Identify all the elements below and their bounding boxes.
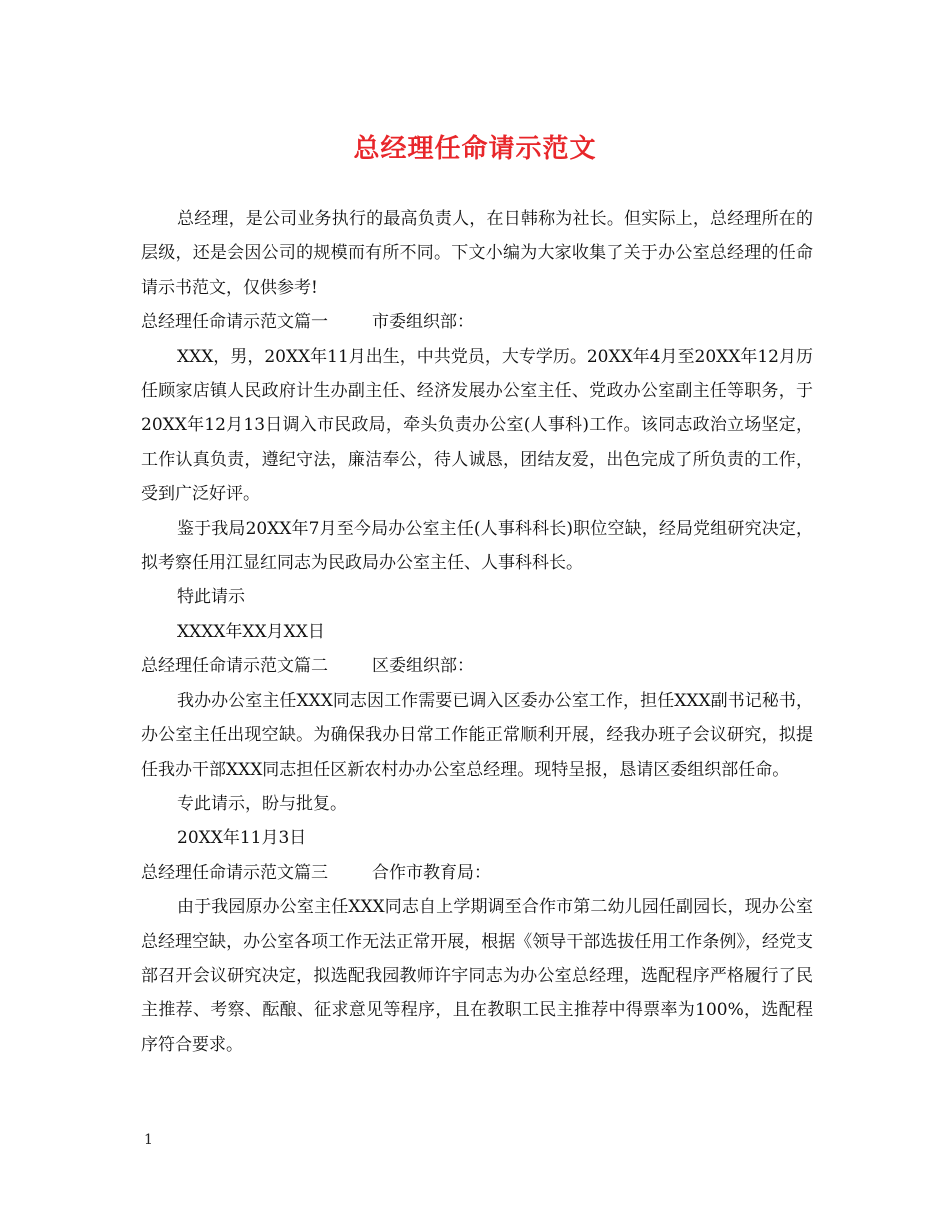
section-addressee: 市委组织部： [372, 312, 474, 333]
intro-paragraph: 总经理，是公司业务执行的最高负责人，在日韩称为社长。但实际上，总经理所在的层级，还是会因公司的规模而有所不同。下文小编为大家收集了关于办公室总经理的任命请示书范文，仅供参考! [141, 209, 813, 298]
section-heading-3 [141, 856, 813, 890]
section-2-paragraph: 我办办公室主任XXX同志因工作需要已调入区委办公室工作，担任XXX副书记秘书，办公室主任出现空缺。为确保我办日常工作能正常顺利开展，经我办班子会议研究，拟提任我办干部XXX同志担任区新农村办办公室总经理。现特呈报，恳请区委组织部任命。 [141, 690, 813, 780]
document-title: 总经理任命请示范文 [353, 134, 597, 164]
section-title: 总经理任命请示范文篇一 [141, 312, 328, 333]
section-title: 总经理任命请示范文篇三 [141, 862, 328, 883]
section-addressee: 区委组织部： [372, 656, 474, 677]
section-2-date: 20XX年11月3日 [177, 828, 307, 849]
section-1-closing: 特此请示 [177, 587, 245, 608]
section-title: 总经理任命请示范文篇二 [141, 656, 328, 677]
section-1-paragraph: XXX，男，20XX年11月出生，中共党员，大专学历。20XX年4月至20XX年12月历任顾家店镇人民政府计生办副主任、经济发展办公室主任、党政办公室副主任等职务，于20XX年12月13日调入市民政局，牵头负责办公室(人事科)工作。该同志政治立场坚定，工作认真负责，遵纪守法，廉洁奉公，待人诚恳，团结友爱，出色完成了所负责的工作，受到广泛好评。 [141, 346, 813, 505]
section-heading-1 [141, 305, 813, 339]
section-1-date: XXXX年XX月XX日 [177, 621, 325, 642]
section-1-paragraph: 鉴于我局20XX年7月至今局办公室主任(人事科科长)职位空缺，经局党组研究决定，拟考察任用江显红同志为民政局办公室主任、人事科科长。 [141, 518, 813, 574]
section-3-paragraph: 由于我园原办公室主任XXX同志自上学期调至合作市第二幼儿园任副园长，现办公室总经理空缺，办公室各项工作无法正常开展，根据《领导干部选拔任用工作条例》，经党支部召开会议研究决定，拟选配我园教师许宇同志为办公室总经理，选配程序严格履行了民主推荐、考察、酝酿、征求意见等程序，且在教职工民主推荐中得票率为100%，选配程序符合要求。 [141, 897, 813, 1055]
page-number: 1 [144, 1132, 153, 1148]
document-body [141, 202, 813, 1062]
section-heading-2 [141, 649, 813, 683]
section-2-closing: 专此请示，盼与批复。 [177, 793, 347, 814]
section-addressee: 合作市教育局： [372, 862, 491, 883]
